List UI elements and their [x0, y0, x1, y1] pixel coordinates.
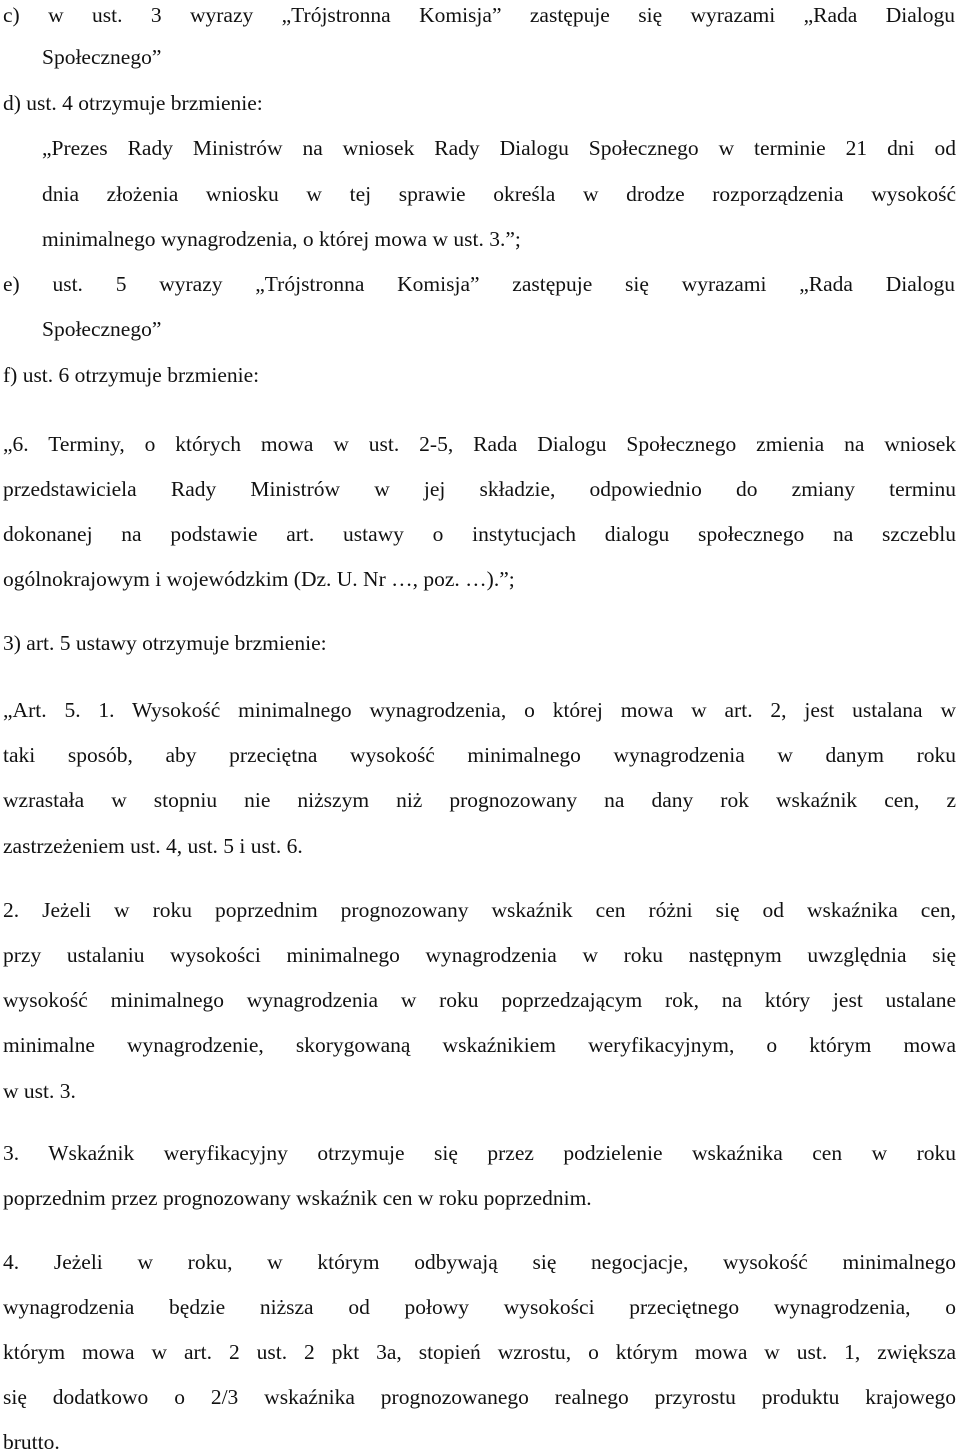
text-line: „Prezes Rady Ministrów na wniosek Rady Dialogu Społecznego w terminie 21 dni od: [42, 136, 956, 160]
text-line: „6. Terminy, o których mowa w ust. 2-5, Rada Dialogu Społecznego zmienia na wniosek: [3, 432, 956, 456]
text-line: Społecznego”: [42, 317, 162, 341]
text-line: 2. Jeżeli w roku poprzednim prognozowany wskaźnik cen różni się od wskaźnika cen,: [3, 898, 956, 922]
text-line: Społecznego”: [42, 45, 162, 69]
text-line: c) w ust. 3 wyrazy „Trójstronna Komisja” zastępuje się wyrazami „Rada Dialogu: [3, 3, 955, 27]
text-line: f) ust. 6 otrzymuje brzmienie:: [3, 363, 260, 387]
text-line: dokonanej na podstawie art. ustawy o instytucjach dialogu społecznego na szczeblu: [3, 522, 956, 546]
text-line: ogólnokrajowym i wojewódzkim (Dz. U. Nr …, poz. …).”;: [3, 567, 515, 591]
text-line: przy ustalaniu wysokości minimalnego wynagrodzenia w roku następnym uwzględnia się: [3, 943, 956, 967]
text-line: wzrastała w stopniu nie niższym niż prognozowany na dany rok wskaźnik cen, z: [3, 788, 956, 812]
text-line: 3) art. 5 ustawy otrzymuje brzmienie:: [3, 631, 327, 655]
text-line: poprzednim przez prognozowany wskaźnik cen w roku poprzednim.: [3, 1186, 592, 1210]
text-line: przedstawiciela Rady Ministrów w jej składzie, odpowiednio do zmiany terminu: [3, 477, 956, 501]
text-line: się dodatkowo o 2/3 wskaźnika prognozowanego realnego przyrostu produktu krajowego: [3, 1385, 956, 1409]
text-line: w ust. 3.: [3, 1079, 76, 1103]
text-line: brutto.: [3, 1430, 60, 1454]
text-line: wynagrodzenia będzie niższa od połowy wysokości przeciętnego wynagrodzenia, o: [3, 1295, 956, 1319]
text-line: którym mowa w art. 2 ust. 2 pkt 3a, stopień wzrostu, o którym mowa w ust. 1, zwiększa: [3, 1340, 956, 1364]
text-line: minimalne wynagrodzenie, skorygowaną wskaźnikiem weryfikacyjnym, o którym mowa: [3, 1033, 956, 1057]
text-line: taki sposób, aby przeciętna wysokość minimalnego wynagrodzenia w danym roku: [3, 743, 956, 767]
text-line: dnia złożenia wniosku w tej sprawie określa w drodze rozporządzenia wysokość: [42, 182, 956, 206]
text-line: zastrzeżeniem ust. 4, ust. 5 i ust. 6.: [3, 834, 303, 858]
text-line: minimalnego wynagrodzenia, o której mowa w ust. 3.”;: [42, 227, 521, 251]
text-line: wysokość minimalnego wynagrodzenia w roku poprzedzającym rok, na który jest ustalane: [3, 988, 956, 1012]
text-line: 3. Wskaźnik weryfikacyjny otrzymuje się przez podzielenie wskaźnika cen w roku: [3, 1141, 956, 1165]
text-line: „Art. 5. 1. Wysokość minimalnego wynagrodzenia, o której mowa w art. 2, jest ustalana w: [3, 698, 956, 722]
text-line: d) ust. 4 otrzymuje brzmienie:: [3, 91, 263, 115]
text-line: 4. Jeżeli w roku, w którym odbywają się negocjacje, wysokość minimalnego: [3, 1250, 956, 1274]
text-line: e) ust. 5 wyrazy „Trójstronna Komisja” zastępuje się wyrazami „Rada Dialogu: [3, 272, 955, 296]
